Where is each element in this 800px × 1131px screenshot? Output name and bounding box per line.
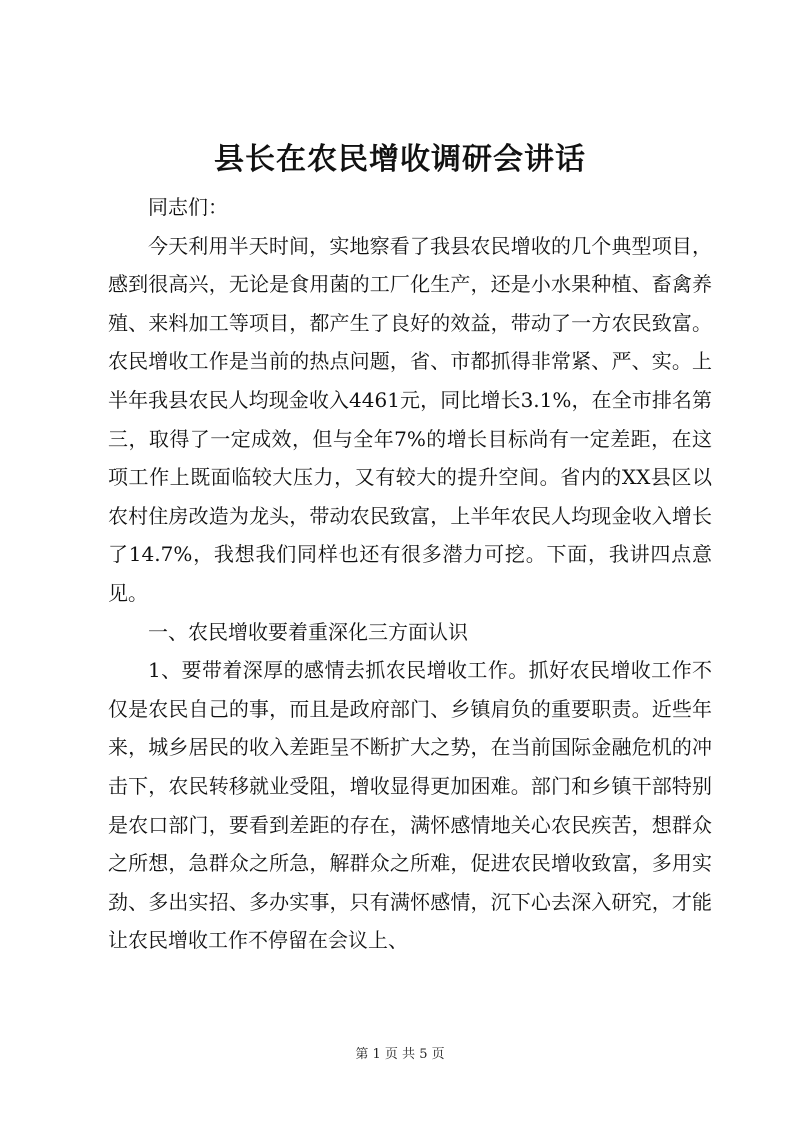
document-body xyxy=(108,188,712,960)
section-heading: 一、农民增收要着重深化三方面认识 xyxy=(148,619,468,644)
paragraph-point-1: 1、要带着深厚的感情去抓农民增收工作。抓好农民增收工作不仅是农民自己的事，而且是政府部门、乡镇肩负的重要职责。近些年来，城乡居民的收入差距呈不断扩大之势，在当前国际金融危机的冲击下，农民转移就业受阻，增收显得更加困难。部门和乡镇干部特别是农口部门，要看到差距的存在，满怀感情地关心农民疾苦，想群众之所想，急群众之所急，解群众之所难，促进农民增收致富，多用实劲、多出实招、多办实事，只有满怀感情，沉下心去深入研究，才能让农民增收工作不停留在会议上、 xyxy=(108,658,712,953)
page-footer: 第 1 页 共 5 页 xyxy=(355,1047,445,1062)
document-title: 县长在农民增收调研会讲话 xyxy=(214,142,586,177)
salutation: 同志们： xyxy=(148,195,228,219)
paragraph-intro: 今天利用半天时间，实地察看了我县农民增收的几个典型项目，感到很高兴，无论是食用菌的工厂化生产，还是小水果种植、畜禽养殖、来料加工等项目，都产生了良好的效益，带动了一方农民致富。农民增收工作是当前的热点问题，省、市都抓得非常紧、严、实。上半年我县农民人均现金收入4461元，同比增长3.1%，在全市排名第三，取得了一定成效，但与全年7%的增长目标尚有一定差距，在这项工作上既面临较大压力，又有较大的提升空间。省内的XX县区以农村住房改造为龙头，带动农民致富，上半年农民人均现金收入增长了14.7%，我想我们同样也还有很多潜力可挖。下面，我讲四点意见。 xyxy=(108,233,712,605)
